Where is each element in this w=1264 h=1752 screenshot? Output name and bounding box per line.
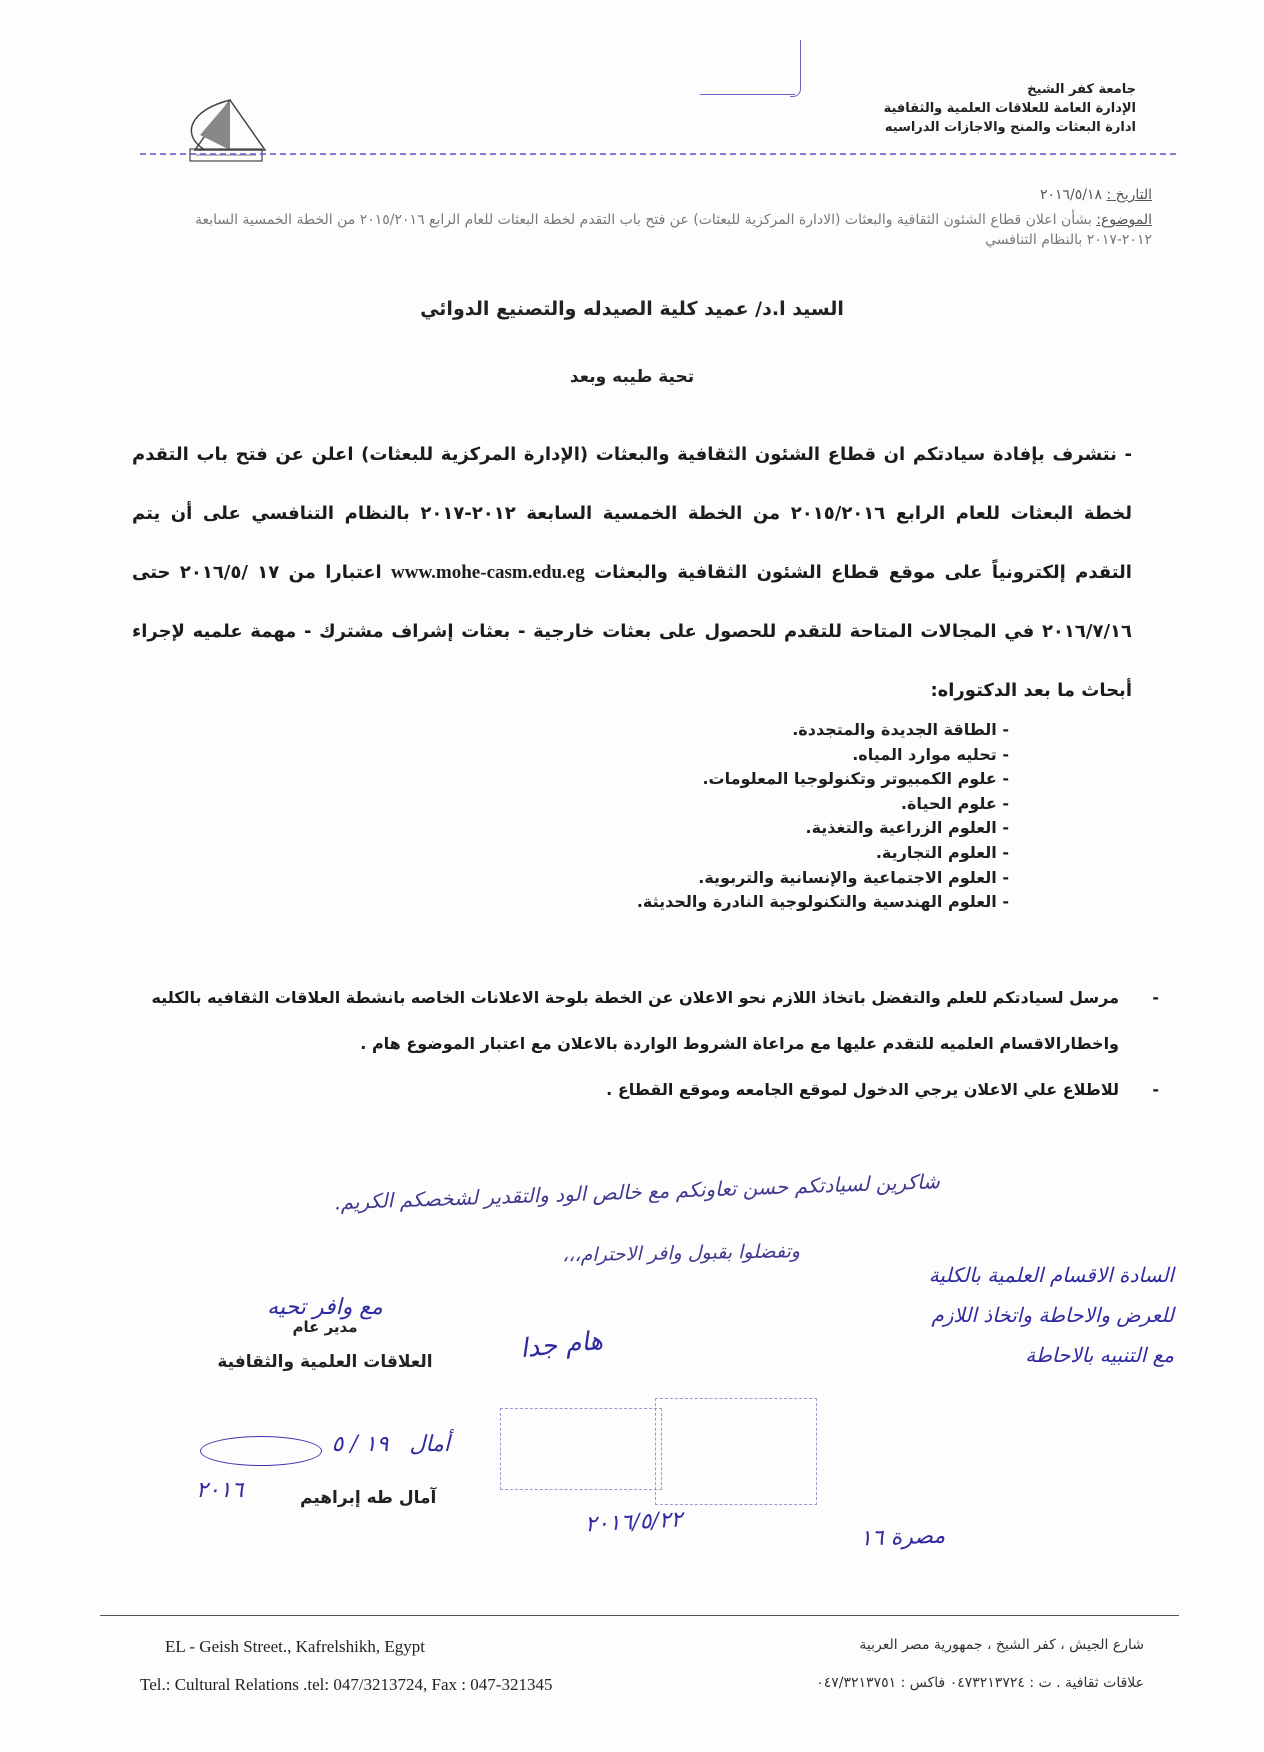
- letter-date: [1040, 187, 1152, 203]
- list-item: - تحليه موارد المياه.: [852, 744, 1009, 764]
- note-text: للاطلاع علي الاعلان يرجي الدخول لموقع الجامعه وموقع القطاع .: [606, 1080, 1119, 1099]
- date-value: ٢٠١٦/٥/١٨: [1039, 187, 1103, 203]
- handwritten-urgent-mark: هام جدا: [518, 1325, 605, 1365]
- notes-section: [119, 975, 1159, 1113]
- note-text: مرسل لسيادتكم للعلم والتفضل باتخاذ اللازم نحو الاعلان عن الخطة بلوحة الاعلانات الخاصه بانشطة العلاقات الثقافيه بالكليه واخطارالاقسام العلميه للتقدم عليها مع مراعاة الشروط الواردة بالاعلان مع اعتبار الموضوع هام .: [151, 988, 1119, 1053]
- list-item: - علوم الكمبيوتر وتكنولوجيا المعلومات.: [702, 769, 1009, 789]
- date-label: التاريخ :: [1106, 187, 1152, 203]
- handwritten-name: أمال: [409, 1432, 450, 1457]
- casm-website-link[interactable]: www.mohe-casm.edu.eg: [391, 562, 585, 583]
- incoming-stamp: [500, 1408, 662, 1490]
- body-part-2: اعتبارا من ١٧ /٢٠١٦/٥ حتى ٢٠١٦/٧/١٦ في المجالات المتاحة للتقدم للحصول على بعثات خارجية - بعثات إشراف مشترك - مهمة علميه لإجراء أبحاث ما بعد الدكتوراه:: [132, 562, 1132, 701]
- signatory-name: آمال طه إبراهيم: [300, 1488, 437, 1508]
- note-dash: -: [1152, 988, 1159, 1007]
- addressee: السيد ا.د/ عميد كلية الصيدله والتصنيع الدوائي: [420, 298, 844, 320]
- university-name: جامعة كفر الشيخ: [1027, 82, 1136, 97]
- footer-address-en: EL - Geish Street., Kafrelshikh, Egypt: [165, 1637, 425, 1656]
- registry-stamp: [655, 1398, 817, 1505]
- list-item: - العلوم الاجتماعية والإنسانية والتربوية.: [698, 867, 1009, 887]
- closing-thanks: شاكرين لسيادتكم حسن تعاونكم مع خالص الود والتقدير لشخصكم الكريم.: [333, 1169, 941, 1215]
- body-paragraph: [132, 425, 1132, 720]
- fields-list: [637, 718, 1009, 915]
- handwritten-stamp-date: ٢٠١٦/٥/٢٢: [584, 1507, 684, 1538]
- header-divider: [140, 153, 1176, 155]
- footer-address-ar: شارع الجيش ، كفر الشيخ ، جمهورية مصر العربية: [859, 1637, 1144, 1653]
- footer-english: [140, 1628, 552, 1704]
- handwritten-receipt-note: مصرة ١٦: [859, 1523, 946, 1552]
- signatory-title: مدير عام: [292, 1318, 358, 1336]
- margin-note-line: للعرض والاحاطة واتخاذ اللازم: [931, 1303, 1174, 1327]
- note-item: [119, 1067, 1159, 1113]
- footer-contact-ar: علاقات ثقافية . ت : ٠٤٧٣٢١٣٧٢٤ فاكس : ٠٤٧/٣٢١٣٧٥١: [816, 1675, 1144, 1691]
- letter-subject: [142, 210, 1152, 250]
- greeting: تحية طيبه وبعد: [569, 367, 695, 387]
- signatory-department: العلاقات العلمية والثقافية: [217, 1352, 433, 1372]
- footer-divider: [100, 1615, 1179, 1616]
- closing-respect: وتفضلوا بقبول وافر الاحترام،،،: [561, 1240, 801, 1267]
- department-name: الإدارة العامة للعلاقات العلمية والثقافية: [883, 101, 1136, 116]
- list-item: - الطاقة الجديدة والمتجددة.: [792, 720, 1009, 739]
- handwritten-regards: مع وافر تحيه: [267, 1295, 383, 1320]
- handwritten-year: ٢٠١٦: [196, 1478, 244, 1503]
- handwritten-margin-note: [754, 1255, 1174, 1375]
- body-part-1: - نتشرف بإفادة سيادتكم ان قطاع الشئون الثقافية والبعثات (الإدارة المركزية للبعثات) اعلن عن فتح باب التقدم لخطة البعثات للعام الرابع ٢٠١٥/٢٠١٦ من الخطة الخمسية السابعة ٢٠١٢-٢٠١٧ بالنظام التنافسي على أن يتم التقدم إلكترونياً على موقع قطاع الشئون الثقافية والبعثات: [132, 444, 1133, 583]
- signature-block: [170, 1295, 480, 1372]
- list-item: - العلوم الهندسية والتكنولوجية النادرة والحديثة.: [636, 892, 1009, 912]
- letterhead-text: [756, 80, 1136, 137]
- margin-note-line: مع التنبيه بالاحاطة: [1025, 1343, 1174, 1367]
- note-item: [119, 975, 1159, 1067]
- note-dash: -: [1152, 1080, 1159, 1099]
- margin-note-line: السادة الاقسام العلمية بالكلية: [928, 1263, 1174, 1287]
- subject-text: بشأن اعلان قطاع الشئون الثقافية والبعثات (الادارة المركزية للبعثات) عن فتح باب التقدم لخطة البعثات للعام الرابع ٢٠١٥/٢٠١٦ من الخطة الخمسية السابعة ٢٠١٢-٢٠١٧ بالنظام التنافسي: [195, 212, 1152, 248]
- footer-arabic: [816, 1626, 1144, 1702]
- office-name: ادارة البعثات والمنح والاجازات الدراسيه: [884, 120, 1136, 135]
- handwritten-signature-date: [200, 1432, 450, 1457]
- list-item: - علوم الحياة.: [900, 793, 1009, 813]
- list-item: - العلوم التجارية.: [875, 842, 1009, 862]
- footer-contact-en: Tel.: Cultural Relations .tel: 047/3213724, Fax : 047-321345: [140, 1675, 553, 1694]
- list-item: - العلوم الزراعية والتغذية.: [805, 818, 1009, 838]
- handwritten-day-month: ١٩ / ٥: [331, 1432, 389, 1457]
- subject-label: الموضوع:: [1096, 212, 1152, 228]
